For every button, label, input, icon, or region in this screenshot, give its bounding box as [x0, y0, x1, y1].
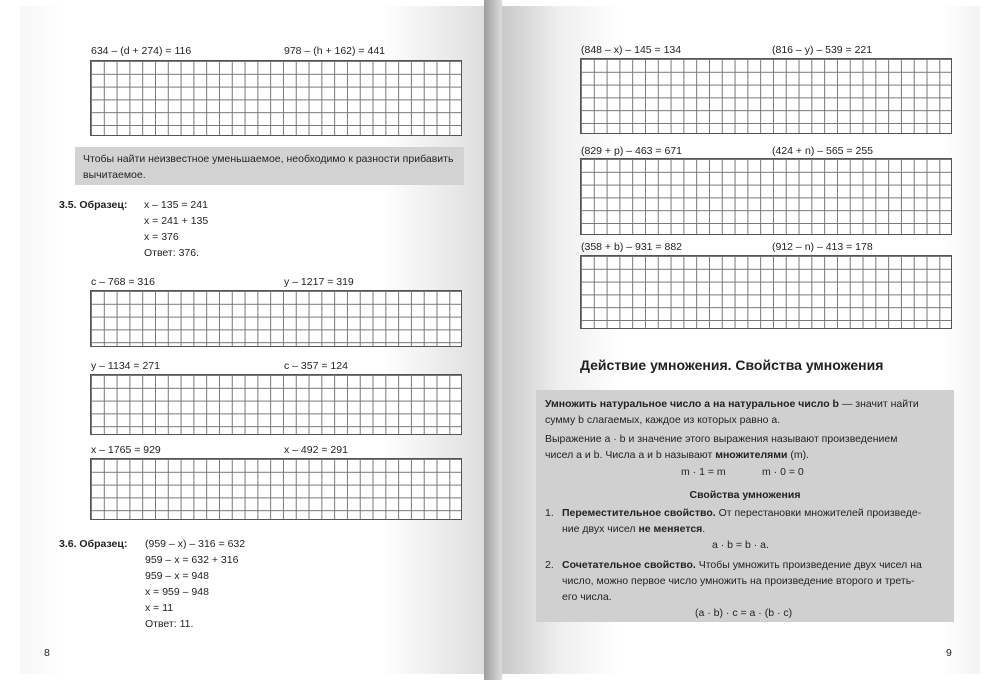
equation: (358 + b) – 931 = 882	[581, 241, 682, 253]
equation: 978 – (h + 162) = 441	[284, 45, 385, 57]
answer-grid[interactable]	[580, 255, 952, 329]
formula: a · b = b · a.	[712, 539, 769, 551]
property-line: Сочетательное свойство. Чтобы умножить произведение двух чисел на	[562, 559, 922, 571]
answer-grid[interactable]	[580, 58, 952, 134]
example-answer: Ответ: 11.	[145, 618, 194, 630]
example-line: x – 135 = 241	[144, 199, 208, 211]
property-line: число, можно первое число умножить на произведение второго и треть-	[562, 575, 915, 587]
list-number: 1.	[545, 507, 554, 519]
equation: y – 1217 = 319	[284, 276, 354, 288]
list-number: 2.	[545, 559, 554, 571]
example-answer: Ответ: 376.	[144, 247, 200, 259]
exercise-label: 3.6. Образец:	[59, 538, 128, 550]
property-line: ние двух чисел не меняется.	[562, 523, 706, 535]
equation: x – 492 = 291	[284, 444, 348, 456]
formula: (a · b) · c = a · (b · c)	[695, 607, 793, 619]
answer-grid[interactable]	[90, 458, 462, 520]
property-line: Переместительное свойство. От перестановки множителей произведе-	[562, 507, 922, 519]
equation: 634 – (d + 274) = 116	[91, 45, 192, 57]
equation: (816 – y) – 539 = 221	[772, 44, 873, 56]
example-line: x = 959 – 948	[145, 586, 209, 598]
example-line: 959 – x = 948	[145, 570, 209, 582]
answer-grid[interactable]	[580, 158, 952, 235]
equation: c – 357 = 124	[284, 360, 348, 372]
example-line: 959 – x = 632 + 316	[145, 554, 239, 566]
page-number: 9	[946, 647, 952, 659]
equation: y – 1134 = 271	[91, 360, 160, 372]
property-line: его числа.	[562, 591, 612, 603]
example-line: x = 376	[144, 231, 179, 243]
definition-line: Выражение a · b и значение этого выражения называют произведением	[545, 433, 898, 445]
answer-grid[interactable]	[90, 290, 462, 347]
equation: c – 768 = 316	[91, 276, 155, 288]
equation: (424 + n) – 565 = 255	[772, 145, 873, 157]
formula: m · 1 = m	[681, 466, 726, 478]
equation: (848 – x) – 145 = 134	[581, 44, 682, 56]
rule-box: Чтобы найти неизвестное уменьшаемое, необходимо к разности прибавить вычитаемое.	[75, 147, 464, 185]
section-heading: Действие умножения. Свойства умножения	[580, 357, 884, 373]
definition-line: чисел a и b. Числа a и b называют множителями (m).	[545, 449, 810, 461]
formula: m · 0 = 0	[762, 466, 804, 478]
example-line: x = 241 + 135	[144, 215, 209, 227]
definition-line: Умножить натуральное число a на натуральное число b — значит найти	[545, 398, 919, 410]
book-spine	[484, 0, 502, 680]
equation: (912 – n) – 413 = 178	[772, 241, 873, 253]
example-line: x = 11	[145, 602, 174, 614]
example-line: (959 – x) – 316 = 632	[145, 538, 246, 550]
definition-line: сумму b слагаемых, каждое из которых равно a.	[545, 414, 781, 426]
answer-grid[interactable]	[90, 60, 462, 136]
answer-grid[interactable]	[90, 374, 462, 435]
equation: x – 1765 = 929	[91, 444, 161, 456]
page-number: 8	[44, 647, 50, 659]
subheading: Свойства умножения	[689, 489, 801, 501]
equation: (829 + p) – 463 = 671	[581, 145, 682, 157]
exercise-label: 3.5. Образец:	[59, 199, 128, 211]
